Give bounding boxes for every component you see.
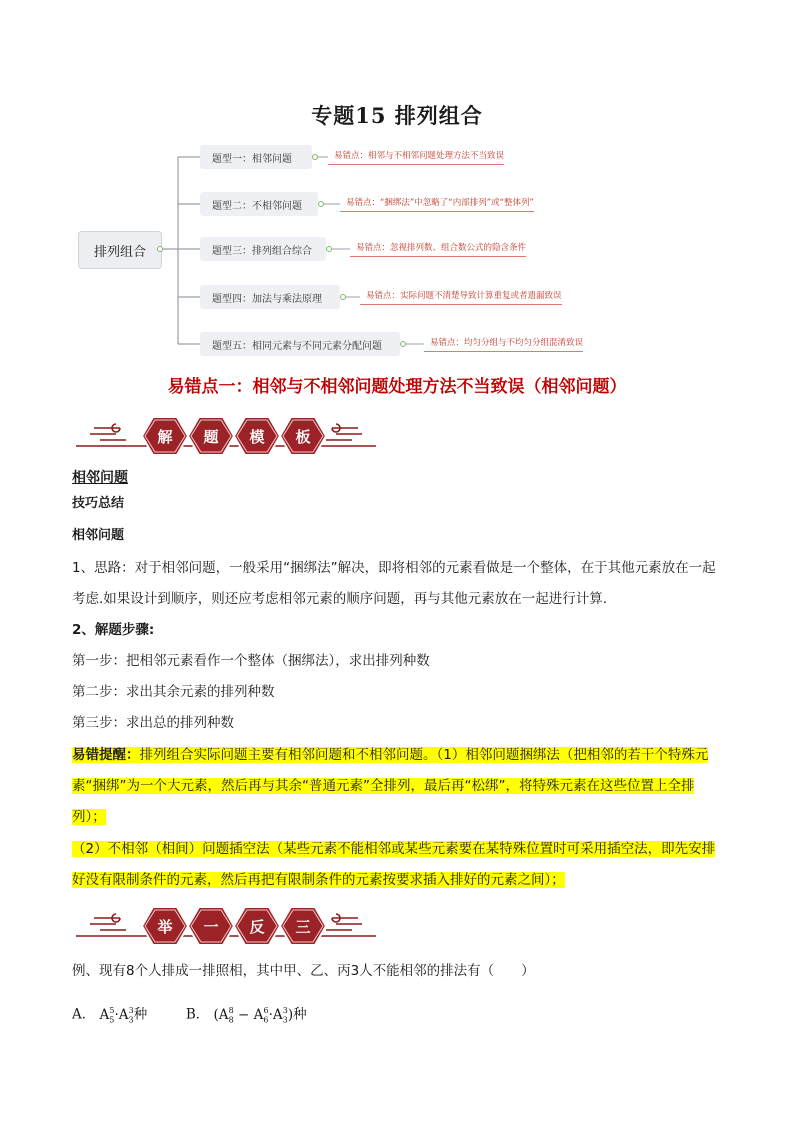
- mind-map-root: 排列组合: [78, 231, 162, 269]
- banner-char: 模: [249, 428, 265, 446]
- idea-paragraph: 1、思路：对于相邻问题，一般采用“捆绑法”解决，即将相邻的元素看做是一个整体，在于其他元素放在一起考虑.如果设计到顺序，则还应考虑相邻元素的顺序问题，再与其他元素放在一起进行计算.: [72, 560, 716, 607]
- branch-note-4: 易错点：实际问题不清楚导致计算重复或者遗漏致误: [360, 286, 562, 305]
- step-3: 第三步：求出总的排列种数: [72, 715, 234, 731]
- branch-node-5: 题型五：相同元素与不同元素分配问题: [200, 332, 400, 356]
- steps-label: 2、解题步骤:: [72, 622, 155, 638]
- option-b[interactable]: [186, 1007, 307, 1023]
- tip-text-2: （2）不相邻（相间）问题插空法（某些元素不能相邻或某些元素要在某特殊位置时可采用插空法，即先安排好没有限制条件的元素，然后再把有限制条件的元素按要求插入排好的元素之间）；: [72, 841, 716, 888]
- branch-node-1: 题型一：相邻问题: [200, 145, 312, 169]
- subsection-title: 相邻问题: [72, 470, 128, 486]
- tip-paragraph-2: [72, 834, 724, 896]
- banner-decoration: [76, 902, 376, 950]
- skill-summary-label: 技巧总结: [72, 496, 125, 511]
- option-b-formula: $(A_8^8 - A_6^6\cdot A_3^3)$: [213, 1006, 294, 1025]
- mind-map-connectors: [0, 0, 794, 370]
- page-title: 专题15 排列组合: [311, 103, 483, 128]
- option-a-unit: 种: [133, 1006, 148, 1023]
- option-a-formula: $A_5^5\cdot A_3^3$: [99, 1006, 134, 1025]
- branch-connector-dot: [326, 246, 332, 252]
- branch-node-3: 题型三：排列组合综合: [200, 237, 326, 261]
- tip-text-1: 排列组合实际问题主要有相邻问题和不相邻问题。（1）相邻问题捆绑法（把相邻的若干个特殊元素“捆绑”为一个大元素，然后再与其余“普通元素”全排列，最后再“松绑”，将特殊元素在这些位置上全排列）；: [72, 747, 709, 825]
- branch-note-2: 易错点：“捆绑法”中忽略了“内部排列”或“整体列”: [340, 193, 534, 212]
- banner-examples: [76, 902, 376, 950]
- banner-solution-template: [76, 412, 376, 460]
- branch-node-4: 题型四：加法与乘法原理: [200, 285, 340, 309]
- branch-note-5: 易错点：均匀分组与不均匀分组混淆致误: [424, 333, 583, 352]
- step-2: 第二步：求出其余元素的排列种数: [72, 684, 275, 700]
- step-1: 第一步：把相邻元素看作一个整体（捆绑法），求出排列种数: [72, 653, 430, 669]
- option-a-label: A．: [72, 1006, 96, 1023]
- banner-char: 一: [203, 918, 219, 936]
- branch-connector-dot: [312, 154, 318, 160]
- example-question: 例、现有8个人排成一排照相，其中甲、乙、丙3人不能相邻的排法有（ ）: [72, 963, 535, 979]
- branch-connector-dot: [340, 294, 346, 300]
- branch-node-2: 题型二：不相邻问题: [200, 192, 318, 216]
- banner-char: 反: [249, 918, 265, 936]
- banner-char: 三: [295, 918, 311, 936]
- option-a[interactable]: [72, 1007, 152, 1023]
- section-heading: 易错点一：相邻与不相邻问题处理方法不当致误（相邻问题）: [167, 377, 627, 397]
- banner-char: 解: [157, 428, 173, 446]
- root-connector-dot: [157, 246, 163, 252]
- branch-note-3: 易错点：忽视排列数、组合数公式的隐含条件: [350, 238, 526, 257]
- banner-char: 题: [203, 428, 219, 446]
- option-b-label: B．: [185, 1006, 210, 1023]
- adjacent-label: 相邻问题: [72, 528, 125, 543]
- banner-char: 板: [295, 428, 311, 446]
- option-b-unit: 种: [293, 1006, 307, 1023]
- branch-note-1: 易错点：相邻与不相邻问题处理方法不当致误: [328, 146, 504, 165]
- answer-options: [72, 995, 724, 1035]
- tip-paragraph-1: [72, 740, 724, 833]
- branch-connector-dot: [318, 201, 324, 207]
- branch-connector-dot: [400, 341, 406, 347]
- tip-label: 易错提醒：: [72, 747, 140, 763]
- banner-decoration: [76, 412, 376, 460]
- banner-char: 举: [157, 918, 173, 936]
